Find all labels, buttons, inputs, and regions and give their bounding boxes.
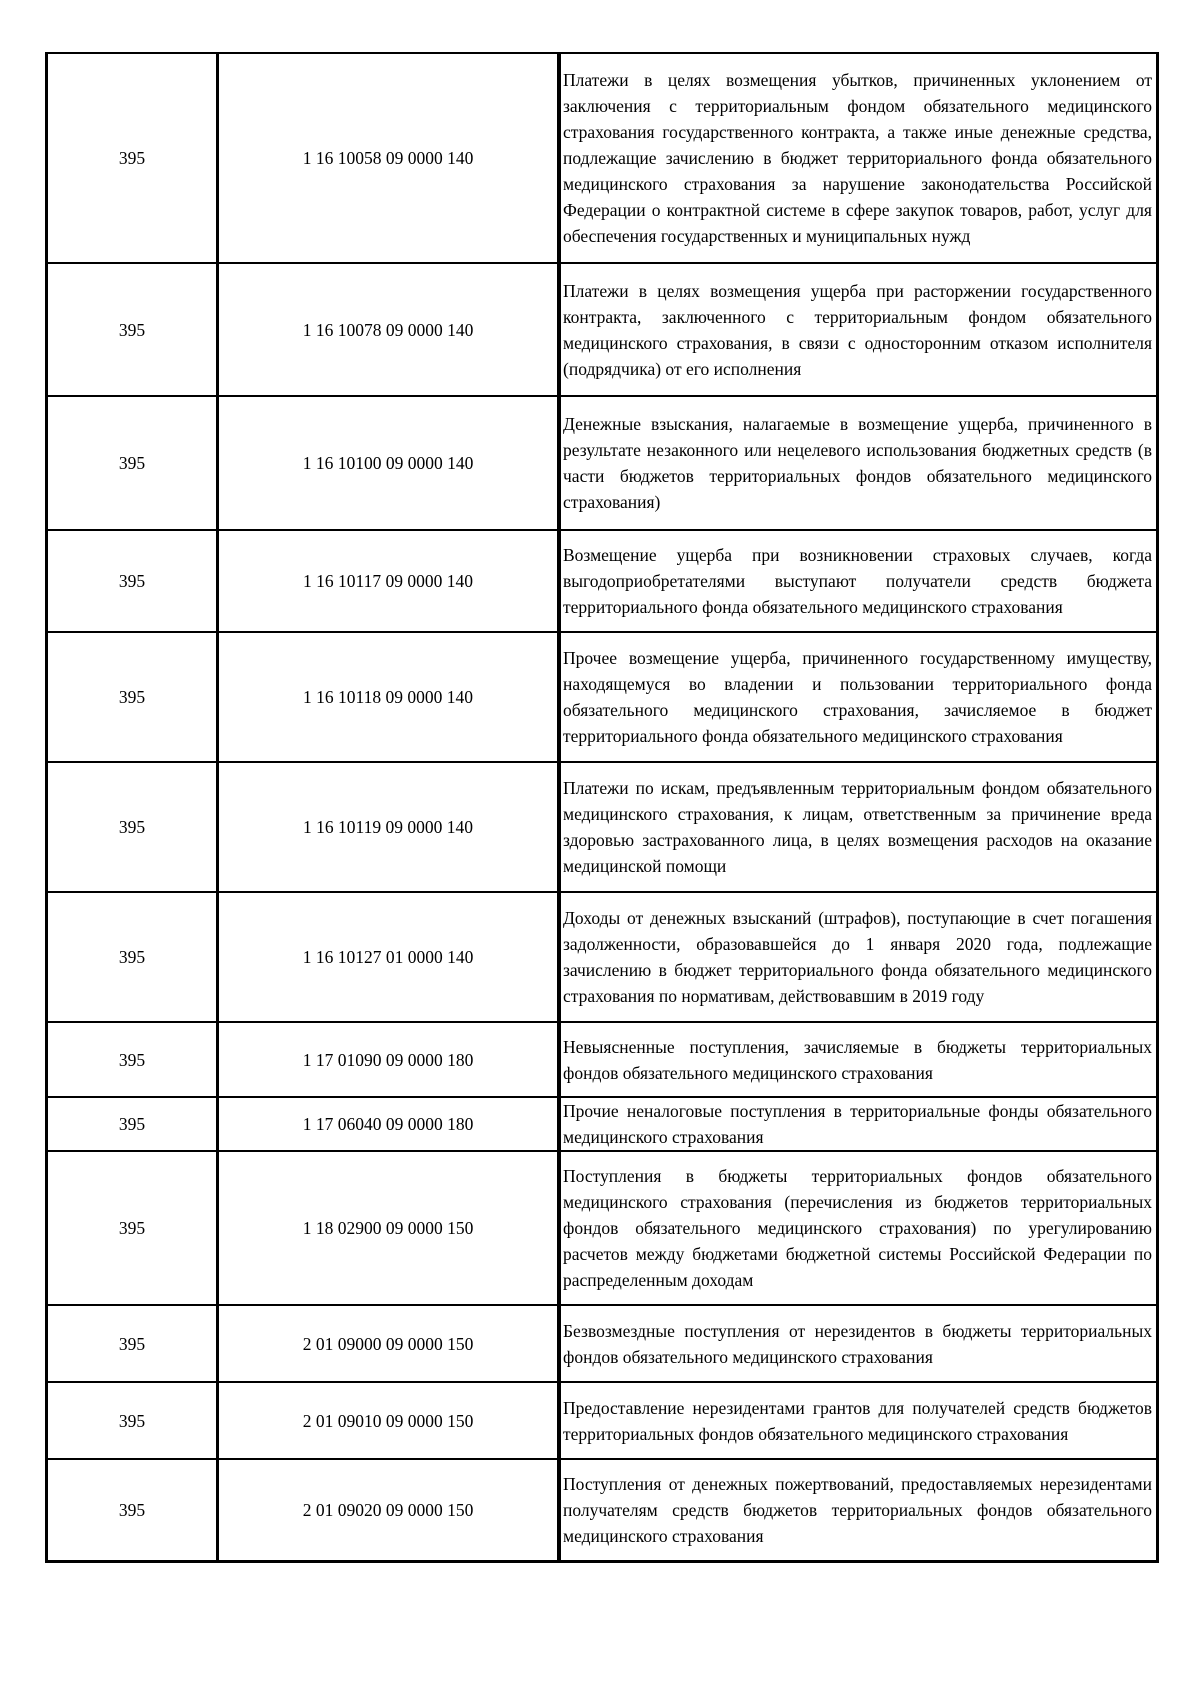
revenue-name-text: Платежи в целях возмещения ущерба при расторжении государственного контракта, заключенного с территориальным фондом обязательного медицинского страхования, в связи с односторонним отказом исполнителя (подрядчика) от его исполнения <box>563 280 1152 379</box>
revenue-name-text: Поступления в бюджеты территориальных фондов обязательного медицинского страхования (перечисления из бюджетов территориальных фондов обязательного медицинского страхования) по урегулированию расчетов между бюджетами бюджетной системы Российской Федерации по распределенным доходам <box>563 1166 1152 1290</box>
table-row <box>47 1459 1158 1561</box>
admin-code-cell: 395 <box>47 53 218 263</box>
revenue-name-cell <box>559 892 1158 1022</box>
revenue-name-cell <box>559 632 1158 762</box>
budget-code-cell: 1 16 10118 09 0000 140 <box>218 632 560 762</box>
admin-code-cell: 395 <box>47 762 218 892</box>
revenue-name-text: Поступления от денежных пожертвований, предоставляемых нерезидентами получателям средств бюджетов территориальных фондов обязательного медицинского страхования <box>563 1473 1152 1546</box>
revenue-name-cell <box>559 263 1158 396</box>
revenue-name-text: Безвозмездные поступления от нерезидентов в бюджеты территориальных фондов обязательного медицинского страхования <box>563 1320 1152 1367</box>
table-row <box>47 762 1158 892</box>
revenue-name-text: Прочие неналоговые поступления в территориальные фонды обязательного медицинского страхования <box>563 1101 1152 1147</box>
revenue-name-text: Денежные взыскания, налагаемые в возмещение ущерба, причиненного в результате незаконного или нецелевого использования бюджетных средств (в части бюджетов территориальных фондов обязательного медицинского страхования) <box>563 414 1152 512</box>
revenue-name-cell <box>559 530 1158 632</box>
table-row <box>47 53 1158 263</box>
table-row <box>47 1382 1158 1459</box>
admin-code-cell: 395 <box>47 1305 218 1382</box>
budget-classification-table <box>45 52 1159 1563</box>
table-body <box>47 53 1158 1561</box>
admin-code-cell: 395 <box>47 1382 218 1459</box>
revenue-name-text: Прочее возмещение ущерба, причиненного государственному имуществу, находящемуся во владении и пользовании территориального фонда обязательного медицинского страхования, зачисляемое в бюджет территориального фонда обязательного медицинского страхования <box>563 648 1152 746</box>
admin-code-cell: 395 <box>47 1097 218 1151</box>
revenue-name-text: Возмещение ущерба при возникновении страховых случаев, когда выгодоприобретателями выступают получатели средств бюджета территориального фонда обязательного медицинского страхования <box>563 545 1152 617</box>
budget-code-cell: 1 16 10117 09 0000 140 <box>218 530 560 632</box>
budget-code-cell: 1 18 02900 09 0000 150 <box>218 1151 560 1305</box>
admin-code-cell: 395 <box>47 263 218 396</box>
admin-code-cell: 395 <box>47 632 218 762</box>
admin-code-cell: 395 <box>47 396 218 530</box>
table-row <box>47 396 1158 530</box>
budget-code-cell: 2 01 09020 09 0000 150 <box>218 1459 560 1561</box>
table-row <box>47 892 1158 1022</box>
revenue-name-cell <box>559 1305 1158 1382</box>
admin-code-cell: 395 <box>47 1022 218 1097</box>
budget-code-cell: 1 16 10119 09 0000 140 <box>218 762 560 892</box>
admin-code-cell: 395 <box>47 1151 218 1305</box>
admin-code-cell: 395 <box>47 1459 218 1561</box>
table-row <box>47 263 1158 396</box>
revenue-name-cell <box>559 1459 1158 1561</box>
table-row <box>47 1097 1158 1151</box>
revenue-name-cell <box>559 396 1158 530</box>
table-row <box>47 1022 1158 1097</box>
budget-code-cell: 1 17 01090 09 0000 180 <box>218 1022 560 1097</box>
table-row <box>47 632 1158 762</box>
table-row <box>47 530 1158 632</box>
revenue-name-text: Невыясненные поступления, зачисляемые в бюджеты территориальных фондов обязательного медицинского страхования <box>563 1036 1152 1083</box>
admin-code-cell: 395 <box>47 530 218 632</box>
budget-code-cell: 1 16 10100 09 0000 140 <box>218 396 560 530</box>
budget-code-cell: 2 01 09000 09 0000 150 <box>218 1305 560 1382</box>
revenue-name-cell <box>559 1382 1158 1459</box>
table-row <box>47 1151 1158 1305</box>
budget-code-cell: 2 01 09010 09 0000 150 <box>218 1382 560 1459</box>
revenue-name-cell <box>559 53 1158 263</box>
revenue-name-text: Предоставление нерезидентами грантов для получателей средств бюджетов территориальных фондов обязательного медицинского страхования <box>563 1397 1152 1444</box>
revenue-name-cell <box>559 1022 1158 1097</box>
budget-code-cell: 1 16 10078 09 0000 140 <box>218 263 560 396</box>
admin-code-cell: 395 <box>47 892 218 1022</box>
revenue-name-cell <box>559 1151 1158 1305</box>
revenue-name-cell <box>559 762 1158 892</box>
revenue-name-text: Доходы от денежных взысканий (штрафов), поступающие в счет погашения задолженности, образовавшейся до 1 января 2020 года, подлежащие зачислению в бюджет территориального фонда обязательного медицинского страхования по нормативам, действовавшим в 2019 году <box>563 908 1152 1006</box>
table-row <box>47 1305 1158 1382</box>
revenue-name-cell <box>559 1097 1158 1151</box>
revenue-name-text: Платежи в целях возмещения убытков, причиненных уклонением от заключения с территориальным фондом обязательного медицинского страхования государственного контракта, а также иные денежные средства, подлежащие зачислению в бюджет территориального фонда обязательного медицинского страхования за нарушение законодательства Российской Федерации о контрактной системе в сфере закупок товаров, работ, услуг для обеспечения государственных и муниципальных нужд <box>563 70 1152 246</box>
revenue-name-text: Платежи по искам, предъявленным территориальным фондом обязательного медицинского страхования, к лицам, ответственным за причинение вреда здоровью застрахованного лица, в целях возмещения расходов на оказание медицинской помощи <box>563 778 1152 876</box>
budget-code-cell: 1 16 10127 01 0000 140 <box>218 892 560 1022</box>
budget-code-cell: 1 16 10058 09 0000 140 <box>218 53 560 263</box>
budget-code-cell: 1 17 06040 09 0000 180 <box>218 1097 560 1151</box>
